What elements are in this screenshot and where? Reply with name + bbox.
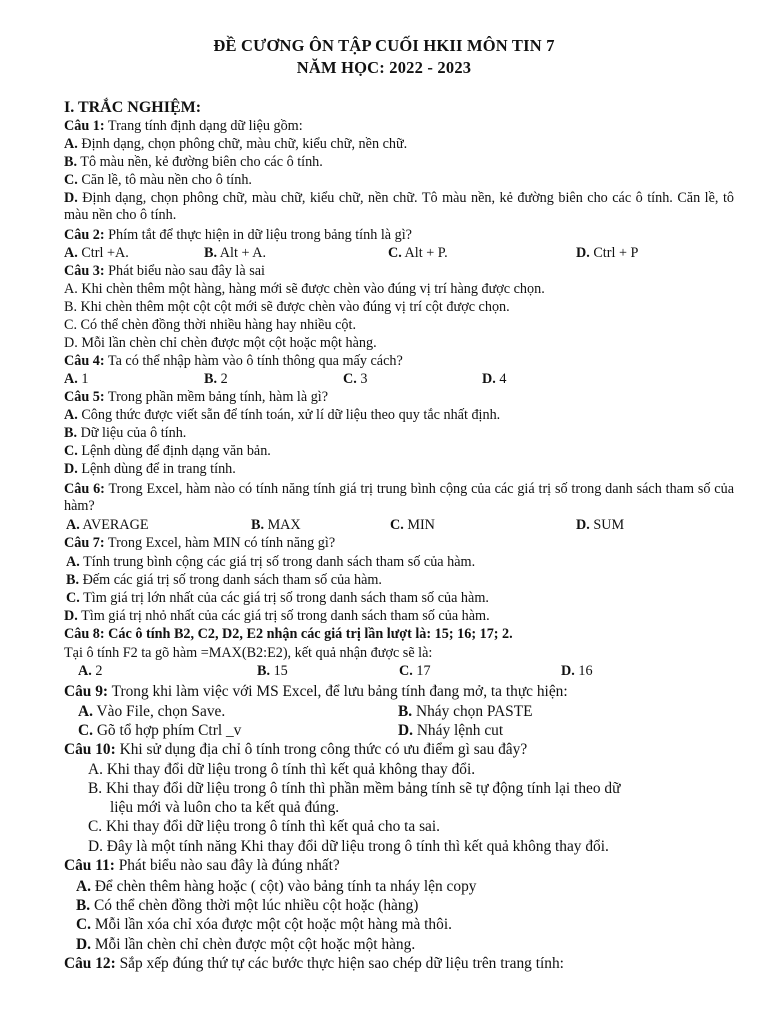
- question-8-text: Tại ô tính F2 ta gõ hàm =MAX(B2:E2), kết quả nhận được sẽ là:: [64, 645, 433, 661]
- q6-option-d: D. SUM: [576, 517, 625, 533]
- q6-option-a: A. AVERAGE: [66, 517, 149, 533]
- q5-option-b: B. Dữ liệu của ô tính.: [64, 425, 187, 441]
- question-8: Câu 8: Các ô tính B2, C2, D2, E2 nhận các giá trị lần lượt là: 15; 16; 17; 2.: [64, 626, 513, 642]
- q7-option-b: B. Đếm các giá trị số trong danh sách tham số của hàm.: [66, 572, 382, 588]
- q1-option-a: A. Định dạng, chọn phông chữ, màu chữ, kiểu chữ, nền chữ.: [64, 136, 408, 152]
- q10-option-a: A. Khi thay đổi dữ liệu trong ô tính thì kết quả không thay đổi.: [88, 761, 476, 778]
- q3-option-d: D. Mỗi lần chèn chỉ chèn được một cột hoặc một hàng.: [64, 335, 377, 351]
- q6-option-c: C. MIN: [390, 517, 435, 533]
- question-5: Câu 5: Trong phần mềm bảng tính, hàm là gì?: [64, 389, 329, 405]
- q2-option-c: C. Alt + P.: [388, 245, 448, 261]
- q2-options: [64, 245, 744, 262]
- q3-option-c: C. Có thể chèn đồng thời nhiều hàng hay nhiều cột.: [64, 317, 356, 333]
- q2-option-d: D. Ctrl + P: [576, 245, 639, 261]
- q9-option-c: C. Gõ tổ hợp phím Ctrl _v: [78, 722, 242, 739]
- document-title: ĐỀ CƯƠNG ÔN TẬP CUỐI HKII MÔN TIN 7: [213, 36, 555, 55]
- question-7: Câu 7: Trong Excel, hàm MIN có tính năng gì?: [64, 535, 336, 551]
- q5-option-c: C. Lệnh dùng để định dạng văn bản.: [64, 443, 271, 459]
- q1-option-b: B. Tô màu nền, kẻ đường biên cho các ô tính.: [64, 154, 323, 170]
- q10-option-b: B. Khi thay đổi dữ liệu trong ô tính thì phần mềm bảng tính sẽ tự động tính lại theo dữ: [88, 780, 621, 797]
- q11-option-d: D. Mỗi lần chèn chỉ chèn được một cột hoặc một hàng.: [76, 936, 416, 953]
- q7-option-d: D. Tìm giá trị nhỏ nhất của các giá trị số trong danh sách tham số của hàm.: [64, 608, 490, 624]
- q9-option-a: A. Vào File, chọn Save.: [78, 703, 226, 720]
- q9-options-row2: [64, 721, 744, 738]
- q6-option-b: B. MAX: [251, 517, 301, 533]
- q4-option-d: D. 4: [482, 371, 507, 387]
- q4-option-b: B. 2: [204, 371, 228, 387]
- q11-option-c: C. Mỗi lần xóa chỉ xóa được một cột hoặc một hàng mà thôi.: [76, 916, 452, 933]
- q9-options-row1: [64, 702, 744, 719]
- q9-option-d: D. Nháy lệnh cut: [398, 722, 504, 739]
- question-12: Câu 12: Sắp xếp đúng thứ tự các bước thực hiện sao chép dữ liệu trên trang tính:: [64, 955, 564, 972]
- question-4: Câu 4: Ta có thể nhập hàm vào ô tính thông qua mấy cách?: [64, 353, 403, 369]
- q7-option-a: A. Tính trung bình cộng các giá trị số trong danh sách tham số của hàm.: [66, 554, 476, 570]
- q11-option-b: B. Có thể chèn đồng thời một lúc nhiều cột hoặc (hàng): [76, 897, 419, 914]
- q4-option-c: C. 3: [343, 371, 368, 387]
- question-1: Câu 1: Trang tính định dạng dữ liệu gồm:: [64, 118, 303, 134]
- q1-option-d: D. Định dạng, chọn phông chữ, màu chữ, kiểu chữ, nền chữ. Tô màu nền, kẻ đường biên cho các ô tính. Căn lề, tô màu nền cho ô tính.: [64, 190, 734, 223]
- q6-options: [64, 517, 744, 534]
- question-10: Câu 10: Khi sử dụng địa chỉ ô tính trong công thức có ưu điểm gì sau đây?: [64, 741, 528, 758]
- q8-option-c: C. 17: [399, 663, 431, 679]
- section-heading: I. TRẮC NGHIỆM:: [64, 99, 202, 116]
- q3-option-a: A. Khi chèn thêm một hàng, hàng mới sẽ được chèn vào đúng vị trí hàng được chọn.: [64, 281, 545, 297]
- q1-option-c: C. Căn lề, tô màu nền cho ô tính.: [64, 172, 252, 188]
- q10-option-c: C. Khi thay đổi dữ liệu trong ô tính thì kết quả cho ta sai.: [88, 818, 441, 835]
- q4-option-a: A. 1: [64, 371, 89, 387]
- q5-option-d: D. Lệnh dùng để in trang tính.: [64, 461, 236, 477]
- q8-option-b: B. 15: [257, 663, 288, 679]
- q5-option-a: A. Công thức được viết sẵn để tính toán, xử lí dữ liệu theo quy tắc nhất định.: [64, 407, 501, 423]
- question-6: Câu 6: Trong Excel, hàm nào có tính năng tính giá trị trung bình cộng của các giá trị số trong danh sách tham số của hàm?: [64, 481, 734, 514]
- question-9: Câu 9: Trong khi làm việc với MS Excel, để lưu bảng tính đang mở, ta thực hiện:: [64, 683, 568, 700]
- q11-option-a: A. Để chèn thêm hàng hoặc ( cột) vào bảng tính ta nháy lện copy: [76, 878, 477, 895]
- q4-options: [64, 371, 744, 388]
- question-11: Câu 11: Phát biểu nào sau đây là đúng nhất?: [64, 857, 340, 874]
- q7-option-c: C. Tìm giá trị lớn nhất của các giá trị số trong danh sách tham số của hàm.: [66, 590, 489, 606]
- question-2: Câu 2: Phím tắt để thực hiện in dữ liệu trong bảng tính là gì?: [64, 227, 412, 243]
- q2-option-a: A. Ctrl +A.: [64, 245, 129, 261]
- question-3: Câu 3: Phát biểu nào sau đây là sai: [64, 263, 265, 279]
- q10-option-b-cont: liệu mới và luôn cho ta kết quả đúng.: [110, 799, 340, 816]
- q9-option-b: B. Nháy chọn PASTE: [398, 703, 533, 720]
- q8-options: [64, 663, 744, 680]
- school-year: NĂM HỌC: 2022 - 2023: [296, 58, 472, 77]
- q8-option-a: A. 2: [78, 663, 103, 679]
- q3-option-b: B. Khi chèn thêm một cột cột mới sẽ được chèn vào đúng vị trí cột được chọn.: [64, 299, 510, 315]
- q10-option-d: D. Đây là một tính năng Khi thay đổi dữ liệu trong ô tính thì kết quả không thay đổi.: [88, 838, 609, 855]
- q8-option-d: D. 16: [561, 663, 593, 679]
- q2-option-b: B. Alt + A.: [204, 245, 267, 261]
